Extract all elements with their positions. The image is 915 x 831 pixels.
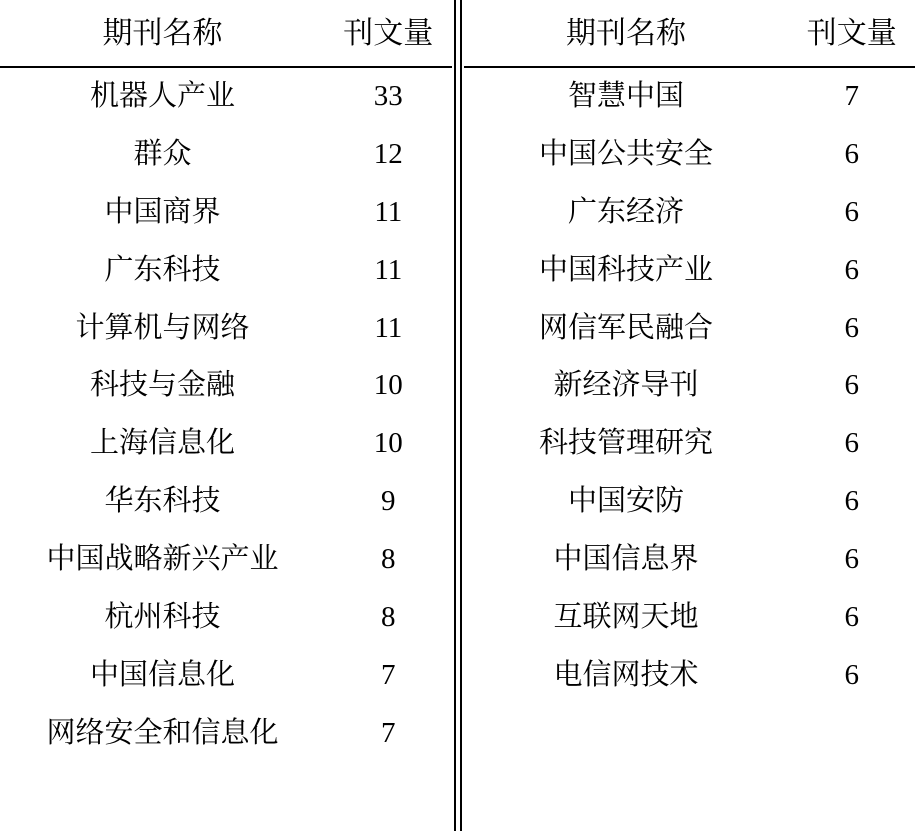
journal-name-cell: 中国公共安全 xyxy=(539,137,714,170)
journal-name-cell: 电信网技术 xyxy=(553,658,699,691)
journal-name-cell: 网信军民融合 xyxy=(539,311,714,344)
journal-name-cell: 智慧中国 xyxy=(568,80,685,112)
article-count-cell: 12 xyxy=(373,137,403,170)
article-count-cell: 6 xyxy=(844,543,860,576)
article-count-cell: 6 xyxy=(844,311,860,344)
header-journal-name: 期刊名称 xyxy=(464,0,789,67)
journal-name-cell: 群众 xyxy=(133,137,192,170)
journal-name-cell: 科技管理研究 xyxy=(539,427,714,460)
table-row xyxy=(464,415,915,473)
article-count-cell: 6 xyxy=(844,427,860,460)
article-count-cell: 6 xyxy=(844,658,860,691)
journal-name-cell: 杭州科技 xyxy=(104,601,221,634)
article-count-cell: 11 xyxy=(374,253,403,286)
article-count-cell: 33 xyxy=(373,80,403,112)
article-count-cell: 10 xyxy=(373,427,403,460)
right-table-header xyxy=(464,0,915,67)
left-table xyxy=(0,0,452,763)
article-count-cell: 6 xyxy=(844,253,860,286)
table-row xyxy=(0,242,452,300)
header-row xyxy=(0,0,452,67)
header-row xyxy=(464,0,915,67)
journal-name-cell: 新经济导刊 xyxy=(553,369,699,402)
table-row xyxy=(0,705,452,763)
left-table-header xyxy=(0,0,452,67)
right-table-body xyxy=(464,67,915,761)
table-row xyxy=(464,589,915,647)
journal-name-cell: 中国信息化 xyxy=(90,658,236,691)
header-article-count: 刊文量 xyxy=(789,0,915,67)
article-count-cell: 6 xyxy=(844,195,860,228)
journal-name-cell: 科技与金融 xyxy=(90,369,236,402)
article-count-cell: 7 xyxy=(844,80,860,112)
left-table-body xyxy=(0,67,452,763)
table-row xyxy=(0,67,452,126)
table-row xyxy=(0,589,452,647)
table-row xyxy=(464,647,915,705)
article-count-cell: 6 xyxy=(844,137,860,170)
table-row xyxy=(0,126,452,184)
table-row xyxy=(0,415,452,473)
journal-name-cell: 互联网天地 xyxy=(553,601,699,634)
table-row xyxy=(464,242,915,300)
journal-name-cell: 广东科技 xyxy=(104,253,221,286)
article-count-cell: 11 xyxy=(374,311,403,344)
table-row xyxy=(464,473,915,531)
vertical-divider xyxy=(454,0,462,831)
journal-name-cell: 上海信息化 xyxy=(90,427,236,460)
table-row xyxy=(464,357,915,415)
article-count-cell: 7 xyxy=(381,716,396,749)
article-count-cell: 10 xyxy=(373,369,403,402)
table-row xyxy=(464,531,915,589)
journal-name-cell: 中国商界 xyxy=(104,195,221,228)
journal-name-cell: 机器人产业 xyxy=(90,80,236,112)
article-count-cell: 8 xyxy=(381,543,396,576)
table-row xyxy=(0,184,452,242)
journal-name-cell: 中国战略新兴产业 xyxy=(46,543,279,576)
table-row xyxy=(464,67,915,126)
table-row xyxy=(0,473,452,531)
article-count-cell: 8 xyxy=(381,601,396,634)
table-row xyxy=(0,300,452,358)
journal-name-cell: 中国信息界 xyxy=(553,543,699,576)
right-table xyxy=(464,0,915,761)
article-count-cell-empty xyxy=(789,705,915,761)
table-row xyxy=(0,531,452,589)
table-row xyxy=(464,184,915,242)
article-count-cell: 9 xyxy=(381,485,396,518)
table-row xyxy=(0,647,452,705)
article-count-cell: 6 xyxy=(844,485,860,518)
journal-name-cell: 中国科技产业 xyxy=(539,253,714,286)
table-row-empty xyxy=(464,705,915,761)
article-count-cell: 6 xyxy=(844,369,860,402)
header-journal-name: 期刊名称 xyxy=(0,0,325,67)
article-count-cell: 6 xyxy=(844,601,860,634)
article-count-cell: 7 xyxy=(381,658,396,691)
journal-name-cell: 中国安防 xyxy=(568,485,685,518)
header-article-count: 刊文量 xyxy=(325,0,451,67)
journal-name-cell: 计算机与网络 xyxy=(75,311,250,344)
table-row xyxy=(464,126,915,184)
journal-name-cell: 广东经济 xyxy=(568,195,685,228)
journal-name-cell: 华东科技 xyxy=(104,485,221,518)
table-row xyxy=(464,300,915,358)
left-table-panel xyxy=(0,0,452,831)
journal-name-cell-empty xyxy=(464,705,789,761)
journal-name-cell: 网络安全和信息化 xyxy=(46,716,279,749)
right-table-panel xyxy=(464,0,915,831)
article-count-cell: 11 xyxy=(374,195,403,228)
table-row xyxy=(0,357,452,415)
